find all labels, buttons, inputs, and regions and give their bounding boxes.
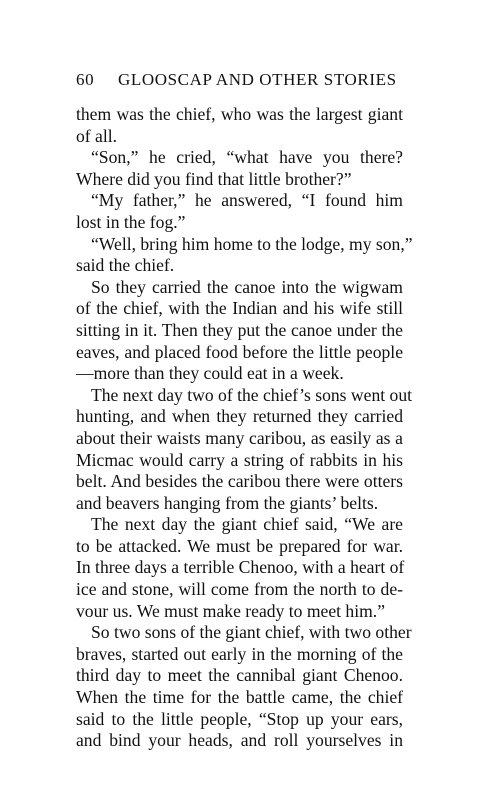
text-line: vour us. We must make ready to meet him.” <box>76 600 386 621</box>
text-line: lost in the fog.” <box>76 211 186 232</box>
text-line: said to the little people, “Stop up your ears, <box>76 708 403 729</box>
text-line: The next day two of the chief’s sons went out <box>91 384 413 405</box>
text-line: “Son,” he cried, “what have you there? <box>91 147 403 168</box>
text-line: “My father,” he answered, “I found him <box>91 190 403 211</box>
text-line: and bind your heads, and roll yourselves in <box>76 730 403 751</box>
text-line: So two sons of the giant chief, with two other <box>91 622 412 643</box>
text-line: belt. And besides the caribou there were otters <box>76 471 403 492</box>
text-line: When the time for the battle came, the chief <box>76 687 403 708</box>
text-line: The next day the giant chief said, “We are <box>91 514 403 535</box>
text-line: and beavers hanging from the giants’ belts. <box>76 492 379 513</box>
text-line: eaves, and placed food before the little people <box>76 341 403 362</box>
text-line: them was the chief, who was the largest giant <box>76 104 403 124</box>
text-line: —more than they could eat in a week. <box>76 363 344 384</box>
text-line: Where did you find that little brother?” <box>76 168 352 189</box>
text-line: of the chief, with the Indian and his wife still <box>76 298 403 319</box>
text-line: ice and stone, will come from the north to de- <box>76 579 403 600</box>
text-line: braves, started out early in the morning of the <box>76 643 403 664</box>
text-line: of all. <box>76 125 118 146</box>
running-title: GLOOSCAP AND OTHER STORIES <box>118 70 397 89</box>
text-line: sitting in it. Then they put the canoe under the <box>76 319 403 340</box>
text-line: “Well, bring him home to the lodge, my son,” <box>91 233 413 254</box>
page-number: 60 <box>76 70 95 89</box>
text-line: Micmac would carry a string of rabbits in his <box>76 449 403 470</box>
text-line: In three days a terrible Chenoo, with a heart of <box>76 557 405 578</box>
running-header <box>76 70 402 94</box>
text-line: to be attacked. We must be prepared for war. <box>76 535 403 556</box>
text-line: third day to meet the cannibal giant Chenoo. <box>76 665 403 686</box>
text-line: about their waists many caribou, as easily as a <box>76 427 403 448</box>
text-line: So they carried the canoe into the wigwam <box>91 276 403 297</box>
body-text <box>76 104 413 752</box>
text-line: said the chief. <box>76 255 175 276</box>
text-line: hunting, and when they returned they carried <box>76 406 403 427</box>
